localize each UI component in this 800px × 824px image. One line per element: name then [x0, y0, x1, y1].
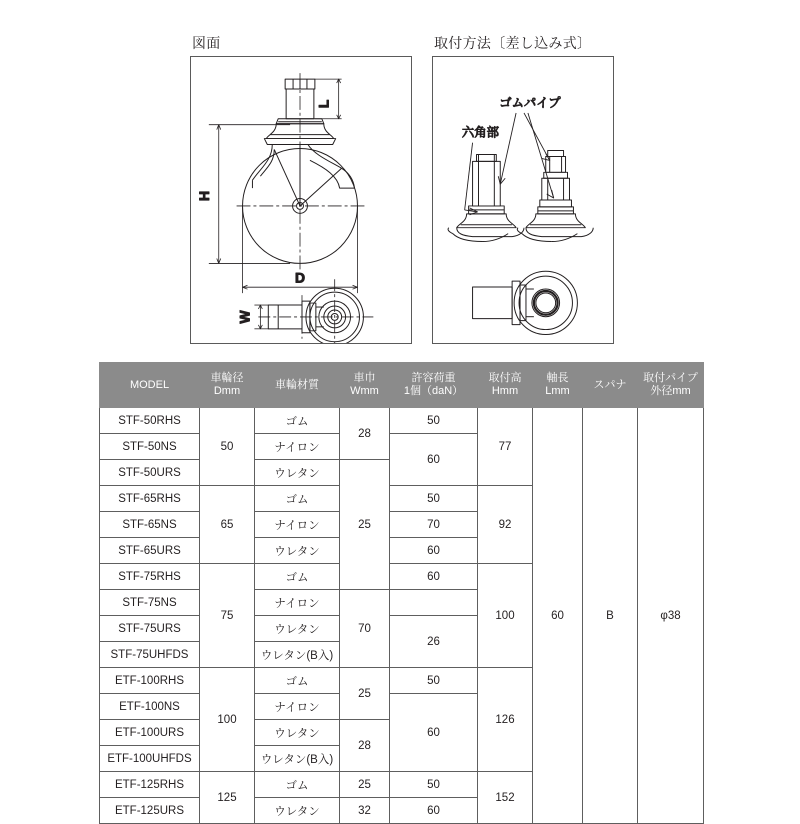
cell-wheel-width: 25: [340, 772, 390, 798]
cell-wheel-width: 26: [390, 616, 478, 668]
cell-mount-height: 126: [478, 668, 533, 772]
cell-wheel-material: ウレタン: [255, 616, 340, 642]
header-line2: Hmm: [491, 385, 519, 397]
cell-model: STF-50NS: [100, 434, 200, 460]
cell-model: STF-75NS: [100, 590, 200, 616]
header-line2: Dmm: [213, 385, 241, 397]
cell-load-capacity: 60: [390, 434, 478, 486]
cell-model: ETF-100RHS: [100, 668, 200, 694]
spec-header-col-7: [583, 363, 638, 408]
dim-label-W: W: [236, 310, 253, 324]
cell-mount-height: 152: [478, 772, 533, 824]
cell-wheel-material: ウレタン: [255, 538, 340, 564]
cell-model: ETF-125URS: [100, 798, 200, 824]
cell-wheel-material: ゴム: [255, 668, 340, 694]
dim-label-L: L: [315, 99, 332, 109]
cell-wheel-material: ゴム: [255, 486, 340, 512]
cell-wheel-material: ウレタン: [255, 798, 340, 824]
cell-load-capacity: 70: [390, 512, 478, 538]
spec-header-col-8: [638, 363, 704, 408]
cell-model: ETF-100NS: [100, 694, 200, 720]
caster-spec-table: [99, 362, 704, 824]
cell-model: STF-75URS: [100, 616, 200, 642]
spec-header-col-0: [100, 363, 200, 408]
cell-load-capacity: 50: [390, 668, 478, 694]
cell-mount-height: 92: [478, 486, 533, 564]
header-line1: 許容荷重: [411, 372, 456, 384]
cell-wheel-material: ウレタン: [255, 460, 340, 486]
header-line1: 車輪径: [210, 372, 244, 384]
drawing-panel: [190, 34, 412, 344]
cell-wheel-diameter: 50: [200, 408, 255, 486]
spec-header-col-5: [478, 363, 533, 408]
cell-wheel-material: ナイロン: [255, 434, 340, 460]
cell-model: ETF-100UHFDS: [100, 746, 200, 772]
cell-model: STF-65RHS: [100, 486, 200, 512]
spec-header-col-4: [390, 363, 478, 408]
cell-wheel-diameter: 100: [200, 668, 255, 772]
cell-wheel-width: 28: [340, 408, 390, 460]
spec-header-col-6: [533, 363, 583, 408]
cell-model: STF-50URS: [100, 460, 200, 486]
cell-load-capacity: 70: [340, 590, 390, 668]
cell-model: ETF-125RHS: [100, 772, 200, 798]
cell-wheel-material: ウレタン: [255, 720, 340, 746]
cell-load-capacity: 50: [390, 408, 478, 434]
cell-wheel-material: ナイロン: [255, 512, 340, 538]
cell-load-capacity: 60: [390, 564, 478, 590]
cell-wheel-diameter: 75: [200, 564, 255, 668]
mounting-panel: [432, 34, 614, 344]
cell-wheel-material: ナイロン: [255, 694, 340, 720]
header-line1: スパナ: [593, 378, 627, 391]
dim-label-H: H: [195, 191, 212, 202]
header-line1: 取付高: [488, 372, 522, 384]
header-line1: 車巾: [353, 372, 376, 384]
cell-load-capacity: 60: [390, 694, 478, 772]
header-line2: 外径mm: [650, 385, 691, 397]
spec-header-col-2: [255, 363, 340, 408]
diagram-area: [0, 0, 800, 352]
cell-wheel-material: ウレタン(B入): [255, 746, 340, 772]
cell-wheel-width: 25: [340, 668, 390, 720]
spec-header-col-3: [340, 363, 390, 408]
header-line1: 車輪材質: [275, 378, 319, 391]
table-row: [100, 408, 704, 434]
cell-model: ETF-100URS: [100, 720, 200, 746]
cell-load-capacity: 60: [390, 538, 478, 564]
callout-hex-part: 六角部: [461, 125, 500, 140]
header-line2: Lmm: [545, 385, 570, 397]
mounting-panel-box: [432, 56, 614, 344]
header-line1: 軸長: [546, 372, 569, 384]
cell-load-capacity: 60: [390, 798, 478, 824]
drawing-panel-box: [190, 56, 412, 344]
cell-load-capacity: 50: [390, 486, 478, 512]
cell-wheel-material: ゴム: [255, 564, 340, 590]
cell-model: STF-65NS: [100, 512, 200, 538]
header-line2: Wmm: [350, 385, 379, 397]
cell-wheel-material: ゴム: [255, 772, 340, 798]
cell-model: STF-75UHFDS: [100, 642, 200, 668]
cell-wheel-material: ナイロン: [255, 590, 340, 616]
spec-header-col-1: [200, 363, 255, 408]
cell-wheel-width: 32: [340, 798, 390, 824]
header-line1: MODEL: [129, 378, 170, 391]
cell-mount-height: 77: [478, 408, 533, 486]
cell-wheel-diameter: 125: [200, 772, 255, 824]
caster-side-view-svg: [191, 57, 411, 343]
mounting-panel-title: 取付方法〔差し込み式〕: [434, 35, 592, 51]
callout-rubber-pipe: ゴムパイプ: [499, 96, 561, 111]
cell-wheel-diameter: 65: [200, 486, 255, 564]
cell-shaft-length: 60: [533, 408, 583, 824]
header-line1: 取付パイプ: [643, 372, 698, 384]
cell-wheel-width: 28: [340, 720, 390, 772]
cell-model: STF-65URS: [100, 538, 200, 564]
header-line2: 1個（daN）: [403, 385, 464, 397]
cell-model: STF-75RHS: [100, 564, 200, 590]
dim-label-D: D: [295, 269, 306, 286]
cell-spanner: B: [583, 408, 638, 824]
cell-mount-pipe-od: φ38: [638, 408, 704, 824]
spec-table-head: [100, 363, 704, 408]
cell-wheel-width: 25: [340, 460, 390, 590]
cell-load-capacity: 50: [390, 772, 478, 798]
drawing-panel-title: 図面: [192, 35, 221, 51]
mounting-method-svg: [433, 57, 613, 343]
cell-wheel-material: ウレタン(B入): [255, 642, 340, 668]
cell-mount-height: 100: [478, 564, 533, 668]
spec-table-header-row: [100, 363, 704, 408]
cell-wheel-material: ゴム: [255, 408, 340, 434]
cell-model: STF-50RHS: [100, 408, 200, 434]
spec-table-body: [100, 408, 704, 824]
